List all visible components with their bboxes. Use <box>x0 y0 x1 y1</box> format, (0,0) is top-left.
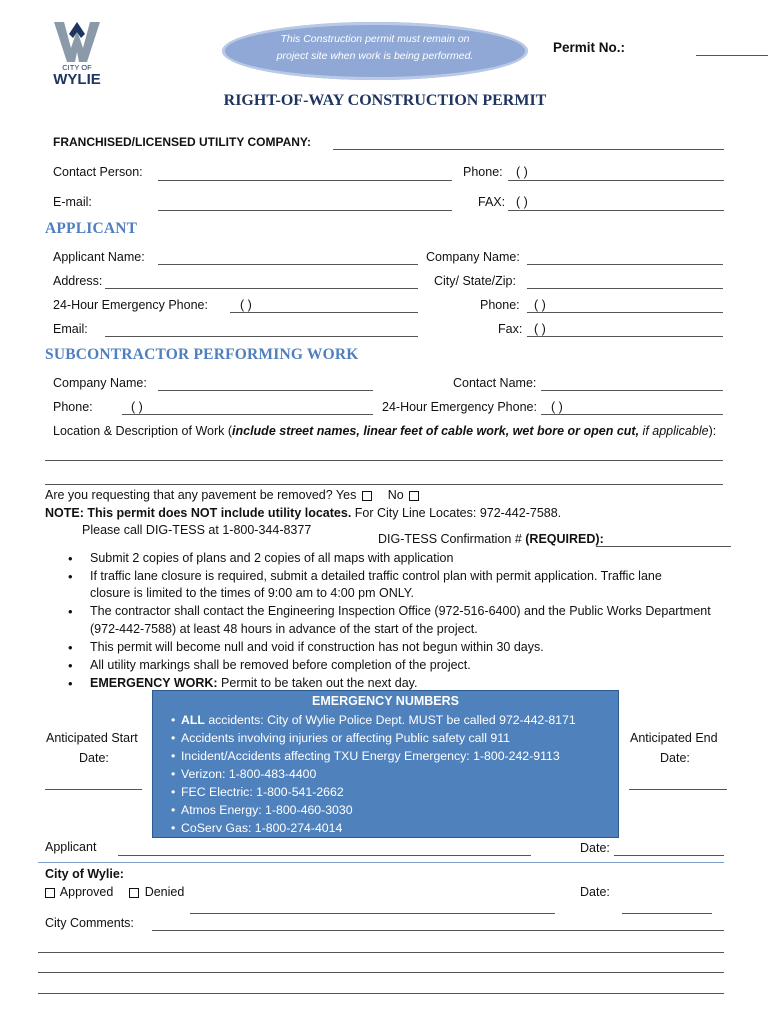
notice-line-2: project site when work is being performed. <box>276 50 474 62</box>
dig-tess-required: (REQUIRED): <box>525 532 604 546</box>
approved-checkbox[interactable] <box>45 888 55 898</box>
utility-phone-field[interactable] <box>508 180 724 181</box>
applicant-name-field[interactable] <box>158 264 418 265</box>
bullet-3b: (972-442-7588) at least 48 hours in advance of the start of the project. <box>90 622 478 636</box>
emergency-all-bold: ALL <box>181 713 205 727</box>
sub-phone-label: Phone: <box>53 400 93 414</box>
dig-tess-confirm-text: DIG-TESS Confirmation # <box>378 532 526 546</box>
applicant-address-field[interactable] <box>105 288 418 289</box>
bullet-dot: • <box>68 569 73 584</box>
utility-fax-label: FAX: <box>478 195 506 209</box>
utility-company-field[interactable] <box>333 149 724 150</box>
utility-fax-paren: ( ) <box>516 195 528 209</box>
applicant-email-field[interactable] <box>105 336 418 337</box>
city-comments-field-2[interactable] <box>38 952 724 953</box>
pavement-yes-checkbox[interactable] <box>362 491 372 501</box>
applicant-emergency-label: 24-Hour Emergency Phone: <box>53 298 208 312</box>
bullet-dot: • <box>68 551 73 566</box>
applicant-fax-label: Fax: <box>498 322 523 336</box>
sub-phone-field[interactable] <box>122 414 373 415</box>
work-location-emphasis: include street names, linear feet of cable work, wet bore or open cut, <box>232 424 640 438</box>
city-comments-label: City Comments: <box>45 916 134 930</box>
city-comments-field-4[interactable] <box>38 993 724 994</box>
utility-company-label: FRANCHISED/LICENSED UTILITY COMPANY: <box>53 135 312 149</box>
bullet-5: All utility markings shall be removed before completion of the project. <box>90 658 471 672</box>
sub-emergency-label: 24-Hour Emergency Phone: <box>382 400 537 414</box>
work-location-suffix: ): <box>708 424 717 438</box>
emergency-coserv-text: CoServ Gas: 1-800-274-4014 <box>181 821 343 835</box>
pavement-no-checkbox[interactable] <box>409 491 419 501</box>
applicant-emergency-field[interactable] <box>230 312 418 313</box>
applicant-fax-field[interactable] <box>527 336 723 337</box>
applicant-name-label: Applicant Name: <box>53 250 145 264</box>
city-date-field[interactable] <box>622 913 712 914</box>
applicant-phone-field[interactable] <box>527 312 723 313</box>
note-rest: For City Line Locates: 972-442-7588. <box>351 506 562 520</box>
applicant-company-field[interactable] <box>527 264 723 265</box>
emergency-numbers-box <box>152 690 619 838</box>
city-date-label: Date: <box>580 885 610 899</box>
utility-email-field[interactable] <box>158 210 452 211</box>
page-title: RIGHT-OF-WAY CONSTRUCTION PERMIT <box>223 92 547 109</box>
city-approval-signature-field[interactable] <box>190 913 555 914</box>
work-location-field-1[interactable] <box>45 460 723 461</box>
city-comments-field-3[interactable] <box>38 972 724 973</box>
emergency-fec-text: FEC Electric: 1-800-541-2662 <box>181 785 344 799</box>
start-date-label-1: Anticipated Start <box>46 731 138 745</box>
emergency-verizon-text: Verizon: 1-800-483-4400 <box>181 767 317 781</box>
applicant-company-label: Company Name: <box>426 250 520 264</box>
dig-tess-confirmation-field[interactable] <box>596 546 731 547</box>
work-location-label <box>53 424 716 438</box>
emergency-txu-text: Incident/Accidents affecting TXU Energy Emergency: 1-800-242-9113 <box>181 749 560 763</box>
subcontractor-heading: SUBCONTRACTOR PERFORMING WORK <box>45 346 359 363</box>
bullet-2b: closure is limited to the times of 9:00 am to 4:00 pm ONLY. <box>90 586 414 600</box>
bullet-1: Submit 2 copies of plans and 2 copies of all maps with application <box>90 551 454 565</box>
work-location-prefix: Location & Description of Work ( <box>53 424 233 438</box>
applicant-signature-label: Applicant <box>45 840 97 854</box>
dig-tess-call: Please call DIG-TESS at 1-800-344-8377 <box>82 523 312 537</box>
emergency-numbers-title: EMERGENCY NUMBERS <box>311 694 459 708</box>
contact-person-field[interactable] <box>158 180 452 181</box>
applicant-phone-label: Phone: <box>480 298 520 312</box>
applicant-fax-paren: ( ) <box>534 322 546 336</box>
permit-no-label: Permit No.: <box>553 40 626 55</box>
city-approval <box>45 885 184 899</box>
sub-emergency-field[interactable] <box>541 414 723 415</box>
emergency-all-text: accidents: City of Wylie Police Dept. MUST be called 972-442-8171 <box>204 713 576 727</box>
note-bold: NOTE: This permit does NOT include utility locates. <box>45 506 352 520</box>
sub-company-field[interactable] <box>158 390 373 391</box>
emergency-item-fec: • FEC Electric: 1-800-541-2662 <box>171 785 344 799</box>
emergency-item-atmos: • Atmos Energy: 1-800-460-3030 <box>171 803 353 817</box>
applicant-phone-paren: ( ) <box>534 298 546 312</box>
logo-wylie: WYLIE <box>53 71 101 88</box>
emergency-atmos-text: Atmos Energy: 1-800-460-3030 <box>181 803 353 817</box>
denied-checkbox[interactable] <box>129 888 139 898</box>
work-location-field-2[interactable] <box>45 484 723 485</box>
wylie-w-icon <box>54 22 100 62</box>
sub-phone-paren: ( ) <box>131 400 143 414</box>
permit-no-field[interactable] <box>696 55 768 56</box>
emergency-item-verizon: • Verizon: 1-800-483-4400 <box>171 767 317 781</box>
bullet-dot: • <box>68 640 73 655</box>
emergency-work-text: Permit to be taken out the next day. <box>217 676 418 690</box>
emergency-item-txu: • Incident/Accidents affecting TXU Energy Emergency: 1-800-242-9113 <box>171 749 560 763</box>
sub-company-label: Company Name: <box>53 376 147 390</box>
logo-city-of: CITY OF <box>62 63 92 72</box>
bullet-dot: • <box>68 658 73 673</box>
section-divider <box>38 862 724 863</box>
notice-line-1: This Construction permit must remain on <box>280 33 470 45</box>
emergency-work-label: EMERGENCY WORK: <box>90 676 218 690</box>
applicant-signature-field[interactable] <box>118 855 531 856</box>
bullet-3a: The contractor shall contact the Engineering Inspection Office (972-516-6400) and the Public Works Department <box>90 604 711 618</box>
start-date-label-2: Date: <box>79 751 109 765</box>
applicant-date-field[interactable] <box>614 855 724 856</box>
bullet-dot: • <box>68 604 73 619</box>
end-date-field[interactable] <box>629 789 727 790</box>
applicant-address-label: Address: <box>53 274 103 288</box>
emergency-911-text: Accidents involving injuries or affecting Public safety call 911 <box>181 731 511 745</box>
pavement-no-label: No <box>387 488 404 502</box>
bullet-6 <box>90 676 417 690</box>
city-comments-field-1[interactable] <box>152 930 724 931</box>
utility-email-label: E-mail: <box>53 195 92 209</box>
start-date-field[interactable] <box>45 789 142 790</box>
end-date-label-2: Date: <box>660 751 690 765</box>
utility-fax-field[interactable] <box>508 210 724 211</box>
utility-phone-label: Phone: <box>463 165 503 179</box>
sub-contact-label: Contact Name: <box>453 376 537 390</box>
applicant-emergency-paren: ( ) <box>240 298 252 312</box>
bullet-dot: • <box>68 676 73 691</box>
pavement-question <box>45 488 421 502</box>
bullet-4: This permit will become null and void if construction has not begun within 30 days. <box>90 640 544 654</box>
applicant-heading: APPLICANT <box>45 220 138 237</box>
applicant-email-label: Email: <box>53 322 88 336</box>
end-date-label-1: Anticipated End <box>630 731 718 745</box>
bullet-2a: If traffic lane closure is required, submit a detailed traffic control plan with permit application. Traffic lane <box>90 569 662 583</box>
approved-label: Approved <box>59 885 114 899</box>
pavement-question-text: Are you requesting that any pavement be removed? Yes <box>45 488 357 502</box>
applicant-city-label: City/ State/Zip: <box>434 274 516 288</box>
emergency-item-911: • Accidents involving injuries or affecting Public safety call 911 <box>171 731 511 745</box>
applicant-date-label: Date: <box>580 841 610 855</box>
utility-phone-paren: ( ) <box>516 165 528 179</box>
emergency-item-coserv: • CoServ Gas: 1-800-274-4014 <box>171 821 343 835</box>
sub-emergency-paren: ( ) <box>551 400 563 414</box>
denied-label: Denied <box>144 885 185 899</box>
city-heading: City of Wylie: <box>45 867 124 881</box>
work-location-italic: if applicable <box>639 424 709 438</box>
emergency-item-all: • ALL accidents: City of Wylie Police Dept. MUST be called 972-442-8171 <box>171 713 576 727</box>
sub-contact-field[interactable] <box>541 390 723 391</box>
contact-person-label: Contact Person: <box>53 165 143 179</box>
dig-tess-confirmation-label <box>378 532 604 546</box>
note-line <box>45 506 561 520</box>
applicant-city-field[interactable] <box>527 288 723 289</box>
